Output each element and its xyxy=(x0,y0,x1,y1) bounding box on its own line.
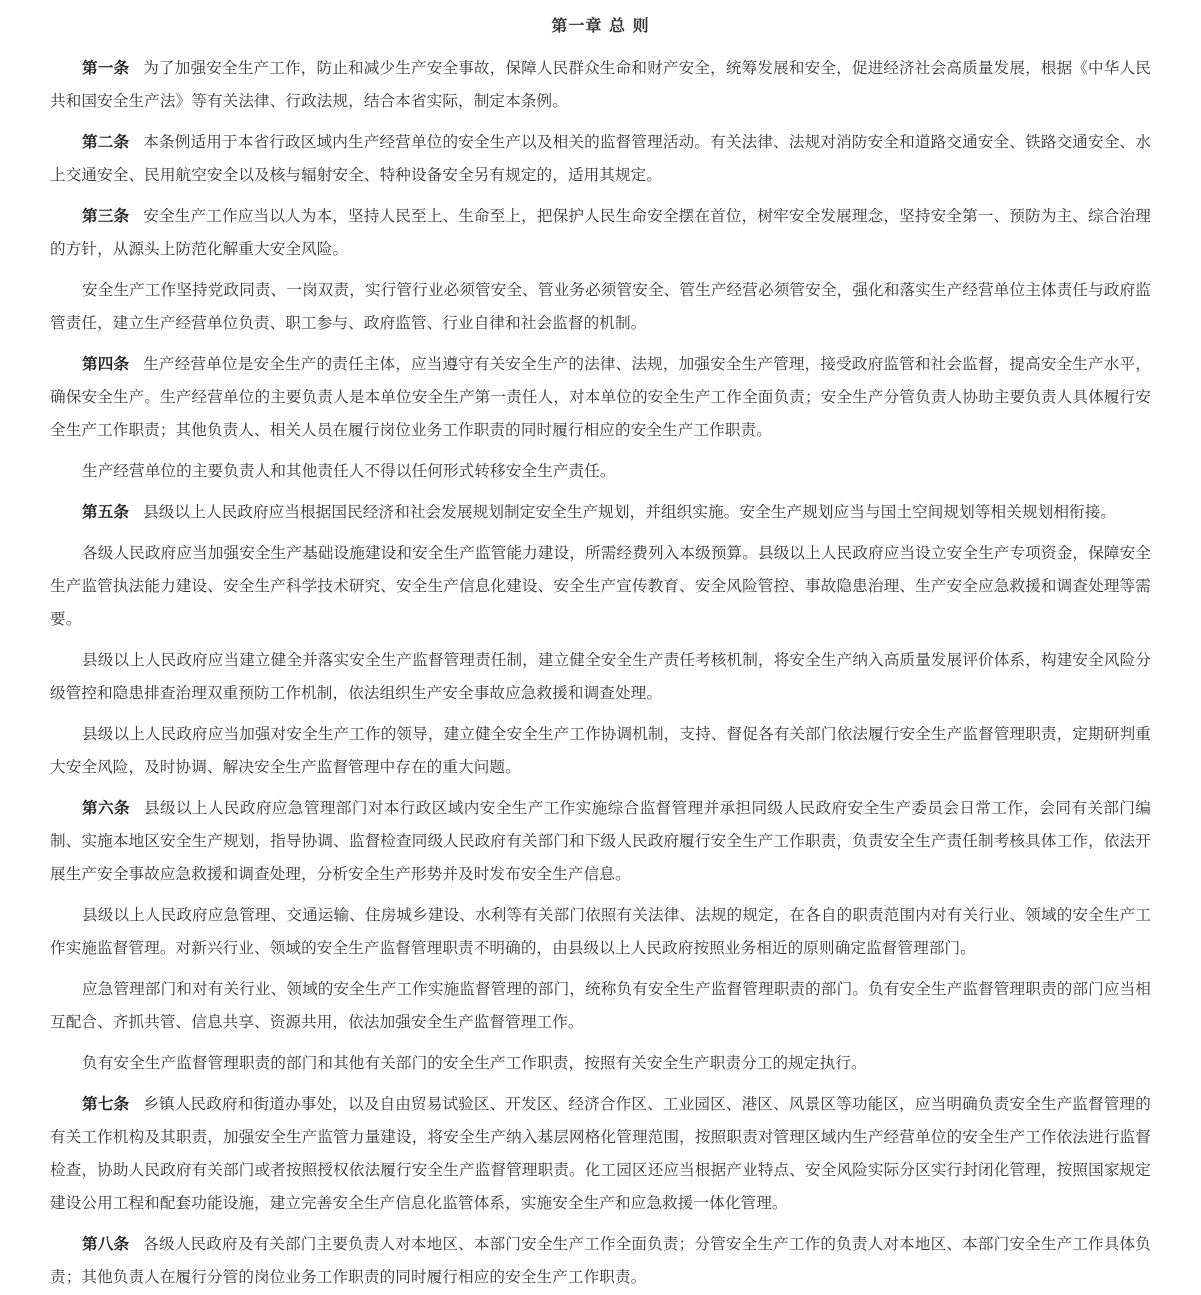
paragraph-text: 县级以上人民政府应当加强对安全生产工作的领导，建立健全安全生产工作协调机制，支持、督促各有关部门依法履行安全生产监督管理职责，定期研判重大安全风险，及时协调、解决安全生产监督管理中存在的重大问题。 xyxy=(50,725,1151,776)
paragraph-text: 县级以上人民政府应当根据国民经济和社会发展规划制定安全生产规划，并组织实施。安全生产规划应当与国土空间规划等相关规划相衔接。 xyxy=(143,503,1117,521)
paragraph-article-4-cont xyxy=(50,455,1151,488)
paragraph-text: 安全生产工作坚持党政同责、一岗双责，实行管行业必须管安全、管业务必须管安全、管生产经营必须管安全，强化和落实生产经营单位主体责任与政府监管责任，建立生产经营单位负责、职工参与、政府监管、行业自律和社会监督的机制。 xyxy=(50,281,1151,332)
paragraph-article-2 xyxy=(50,126,1151,192)
paragraph-text: 生产经营单位的主要负责人和其他责任人不得以任何形式转移安全生产责任。 xyxy=(82,462,616,480)
paragraph-text: 各级人民政府及有关部门主要负责人对本地区、本部门安全生产工作全面负责；分管安全生产工作的负责人对本地区、本部门安全生产工作具体负责；其他负责人在履行分管的岗位业务工作职责的同时履行相应的安全生产工作职责。 xyxy=(50,1235,1151,1286)
paragraph-text: 生产经营单位是安全生产的责任主体，应当遵守有关安全生产的法律、法规，加强安全生产管理，接受政府监管和社会监督，提高安全生产水平，确保安全生产。生产经营单位的主要负责人是本单位安全生产第一责任人，对本单位的安全生产工作全面负责；安全生产分管负责人协助主要负责人具体履行安全生产工作职责；其他负责人、相关人员在履行岗位业务工作职责的同时履行相应的安全生产工作职责。 xyxy=(50,355,1151,439)
paragraph-article-6-cont-1 xyxy=(50,899,1151,965)
paragraph-article-5-cont-1 xyxy=(50,537,1151,636)
article-number: 第二条 xyxy=(82,133,130,151)
paragraph-text: 县级以上人民政府应急管理、交通运输、住房城乡建设、水利等有关部门依照有关法律、法规的规定，在各自的职责范围内对有关行业、领域的安全生产工作实施监督管理。对新兴行业、领域的安全生产监督管理职责不明确的，由县级以上人民政府按照业务相近的原则确定监督管理部门。 xyxy=(50,906,1151,957)
paragraph-text: 县级以上人民政府应当建立健全并落实安全生产监督管理责任制，建立健全安全生产责任考核机制，将安全生产纳入高质量发展评价体系，构建安全风险分级管控和隐患排查治理双重预防工作机制，依法组织生产安全事故应急救援和调查处理。 xyxy=(50,651,1151,702)
paragraph-text: 本条例适用于本省行政区域内生产经营单位的安全生产以及相关的监督管理活动。有关法律、法规对消防安全和道路交通安全、铁路交通安全、水上交通安全、民用航空安全以及核与辐射安全、特种设备安全另有规定的，适用其规定。 xyxy=(50,133,1151,184)
paragraph-text: 县级以上人民政府应急管理部门对本行政区域内安全生产工作实施综合监督管理并承担同级人民政府安全生产委员会日常工作，会同有关部门编制、实施本地区安全生产规划，指导协调、监督检查同级人民政府有关部门和下级人民政府履行安全生产工作职责，负责安全生产责任制考核具体工作，依法开展生产安全事故应急救援和调查处理，分析安全生产形势并及时发布安全生产信息。 xyxy=(50,799,1151,883)
article-number: 第七条 xyxy=(82,1095,130,1113)
article-number: 第五条 xyxy=(82,503,130,521)
paragraph-article-4 xyxy=(50,348,1151,447)
paragraph-article-1 xyxy=(50,52,1151,118)
paragraph-article-5-cont-2 xyxy=(50,644,1151,710)
paragraph-article-6-cont-3 xyxy=(50,1047,1151,1080)
paragraph-article-3-cont xyxy=(50,274,1151,340)
paragraph-article-6-cont-2 xyxy=(50,973,1151,1039)
article-number: 第三条 xyxy=(82,207,130,225)
paragraph-text: 各级人民政府应当加强安全生产基础设施建设和安全生产监管能力建设，所需经费列入本级预算。县级以上人民政府应当设立安全生产专项资金，保障安全生产监管执法能力建设、安全生产科学技术研究、安全生产信息化建设、安全生产宣传教育、安全风险管控、事故隐患治理、生产安全应急救援和调查处理等需要。 xyxy=(50,544,1151,628)
paragraph-text: 乡镇人民政府和街道办事处，以及自由贸易试验区、开发区、经济合作区、工业园区、港区、风景区等功能区，应当明确负责安全生产监督管理的有关工作机构及其职责，加强安全生产监管力量建设，将安全生产纳入基层网格化管理范围，按照职责对管理区域内生产经营单位的安全生产工作依法进行监督检查，协助人民政府有关部门或者按照授权依法履行安全生产监督管理职责。化工园区还应当根据产业特点、安全风险实际分区实行封闭化管理，按照国家规定建设公用工程和配套功能设施，建立完善安全生产信息化监管体系，实施安全生产和应急救援一体化管理。 xyxy=(50,1095,1151,1212)
paragraph-article-3 xyxy=(50,200,1151,266)
article-number: 第四条 xyxy=(82,355,130,373)
article-number: 第一条 xyxy=(82,59,130,77)
paragraph-text: 负有安全生产监督管理职责的部门和其他有关部门的安全生产工作职责，按照有关安全生产职责分工的规定执行。 xyxy=(82,1054,867,1072)
paragraph-text: 应急管理部门和对有关行业、领域的安全生产工作实施监督管理的部门，统称负有安全生产监督管理职责的部门。负有安全生产监督管理职责的部门应当相互配合、齐抓共管、信息共享、资源共用，依法加强安全生产监督管理工作。 xyxy=(50,980,1151,1031)
chapter-title: 第一章 总 则 xyxy=(551,16,650,35)
paragraph-text: 为了加强安全生产工作，防止和减少生产安全事故，保障人民群众生命和财产安全，统筹发展和安全，促进经济社会高质量发展，根据《中华人民共和国安全生产法》等有关法律、行政法规，结合本省实际，制定本条例。 xyxy=(50,59,1151,110)
paragraph-article-5 xyxy=(50,496,1151,529)
paragraph-article-7 xyxy=(50,1088,1151,1220)
paragraph-article-5-cont-3 xyxy=(50,718,1151,784)
paragraph-article-8 xyxy=(50,1228,1151,1294)
article-number: 第八条 xyxy=(82,1235,130,1253)
paragraph-text: 安全生产工作应当以人为本，坚持人民至上、生命至上，把保护人民生命安全摆在首位，树牢安全发展理念，坚持安全第一、预防为主、综合治理的方针，从源头上防范化解重大安全风险。 xyxy=(50,207,1151,258)
paragraph-article-6 xyxy=(50,792,1151,891)
article-number: 第六条 xyxy=(82,799,130,817)
